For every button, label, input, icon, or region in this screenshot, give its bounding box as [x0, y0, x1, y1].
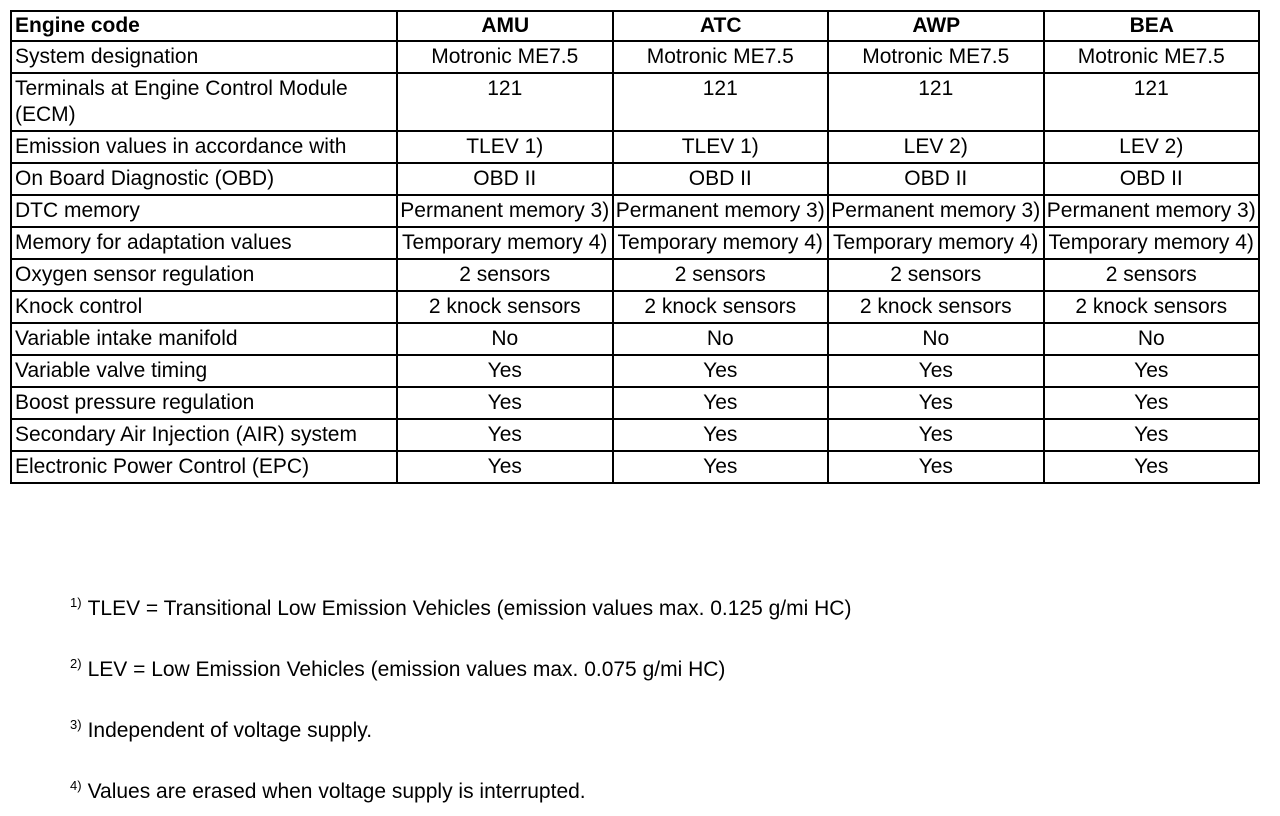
table-row — [11, 355, 1259, 387]
table-cell: Yes — [613, 451, 829, 483]
table-cell: Yes — [397, 387, 613, 419]
table-cell: Yes — [1044, 419, 1260, 451]
table-cell: 2 sensors — [397, 259, 613, 291]
table-cell: Yes — [828, 355, 1044, 387]
table-cell: Yes — [613, 387, 829, 419]
table-row — [11, 195, 1259, 227]
table-cell: Temporary memory 4) — [397, 227, 613, 259]
row-label: Variable intake manifold — [11, 323, 397, 355]
header-engine-code: Engine code — [11, 11, 397, 41]
table-row — [11, 419, 1259, 451]
table-cell: 2 sensors — [613, 259, 829, 291]
table-cell: OBD II — [613, 163, 829, 195]
table-cell: No — [828, 323, 1044, 355]
table-row — [11, 323, 1259, 355]
table-row — [11, 131, 1259, 163]
table-cell: No — [397, 323, 613, 355]
row-label: Emission values in accordance with — [11, 131, 397, 163]
table-cell: 2 sensors — [1044, 259, 1260, 291]
table-row — [11, 41, 1259, 73]
footnote-4 — [70, 773, 586, 805]
table-cell: Temporary memory 4) — [613, 227, 829, 259]
row-label: Electronic Power Control (EPC) — [11, 451, 397, 483]
footnote-2 — [70, 651, 725, 683]
row-label: Memory for adaptation values — [11, 227, 397, 259]
table-cell: 2 knock sensors — [397, 291, 613, 323]
table-cell: 121 — [1044, 73, 1260, 131]
table-row — [11, 387, 1259, 419]
row-label: Oxygen sensor regulation — [11, 259, 397, 291]
footnote-text: TLEV = Transitional Low Emission Vehicles (emission values max. 0.125 g/mi HC) — [87, 597, 852, 620]
footnote-mark: 4) — [70, 778, 82, 793]
row-label: On Board Diagnostic (OBD) — [11, 163, 397, 195]
table-cell: Yes — [397, 419, 613, 451]
table-cell: 121 — [828, 73, 1044, 131]
header-atc: ATC — [613, 11, 829, 41]
table-cell: OBD II — [1044, 163, 1260, 195]
footnote-text: Independent of voltage supply. — [87, 719, 373, 742]
table-cell: Motronic ME7.5 — [1044, 41, 1260, 73]
row-label: Variable valve timing — [11, 355, 397, 387]
table-cell: Yes — [828, 387, 1044, 419]
table-row — [11, 163, 1259, 195]
row-label: Knock control — [11, 291, 397, 323]
table-cell: Permanent memory 3) — [397, 195, 613, 227]
table-cell: No — [613, 323, 829, 355]
table-cell: Yes — [397, 355, 613, 387]
table-cell: Permanent memory 3) — [1044, 195, 1260, 227]
row-label: System designation — [11, 41, 397, 73]
table-cell: 2 knock sensors — [613, 291, 829, 323]
table-header-row — [11, 11, 1259, 41]
row-label: Secondary Air Injection (AIR) system — [11, 419, 397, 451]
table-row — [11, 227, 1259, 259]
table-cell: 2 knock sensors — [828, 291, 1044, 323]
table-cell: No — [1044, 323, 1260, 355]
table-cell: Yes — [828, 419, 1044, 451]
footnote-mark: 3) — [70, 717, 82, 732]
table-cell: LEV 2) — [1044, 131, 1260, 163]
table-cell: Yes — [1044, 387, 1260, 419]
footnote-mark: 1) — [70, 595, 82, 610]
table-cell: 121 — [397, 73, 613, 131]
row-label: Boost pressure regulation — [11, 387, 397, 419]
row-label: Terminals at Engine Control Module (ECM) — [11, 73, 397, 131]
table-cell: Yes — [613, 419, 829, 451]
table-cell: Yes — [1044, 451, 1260, 483]
footnote-text: Values are erased when voltage supply is interrupted. — [87, 780, 586, 803]
table-row — [11, 259, 1259, 291]
table-cell: Yes — [828, 451, 1044, 483]
table-cell: Motronic ME7.5 — [613, 41, 829, 73]
footnote-mark: 2) — [70, 656, 82, 671]
table-cell: Temporary memory 4) — [828, 227, 1044, 259]
table-cell: Motronic ME7.5 — [828, 41, 1044, 73]
header-amu: AMU — [397, 11, 613, 41]
table-cell: Permanent memory 3) — [613, 195, 829, 227]
table-cell: OBD II — [397, 163, 613, 195]
table-cell: Yes — [397, 451, 613, 483]
table-cell: LEV 2) — [828, 131, 1044, 163]
table-cell: Permanent memory 3) — [828, 195, 1044, 227]
header-bea: BEA — [1044, 11, 1260, 41]
table-cell: OBD II — [828, 163, 1044, 195]
footnote-1 — [70, 590, 851, 622]
table-cell: 121 — [613, 73, 829, 131]
table-cell: Yes — [613, 355, 829, 387]
table-row — [11, 291, 1259, 323]
table-row — [11, 73, 1259, 131]
row-label: DTC memory — [11, 195, 397, 227]
table-cell: 2 knock sensors — [1044, 291, 1260, 323]
footnote-text: LEV = Low Emission Vehicles (emission values max. 0.075 g/mi HC) — [87, 658, 726, 681]
table-cell: Yes — [1044, 355, 1260, 387]
table-row — [11, 451, 1259, 483]
table-cell: 2 sensors — [828, 259, 1044, 291]
footnote-3 — [70, 712, 372, 744]
table-cell: TLEV 1) — [397, 131, 613, 163]
table-cell: Motronic ME7.5 — [397, 41, 613, 73]
table-cell: Temporary memory 4) — [1044, 227, 1260, 259]
engine-spec-table — [10, 10, 1260, 484]
table-cell: TLEV 1) — [613, 131, 829, 163]
header-awp: AWP — [828, 11, 1044, 41]
